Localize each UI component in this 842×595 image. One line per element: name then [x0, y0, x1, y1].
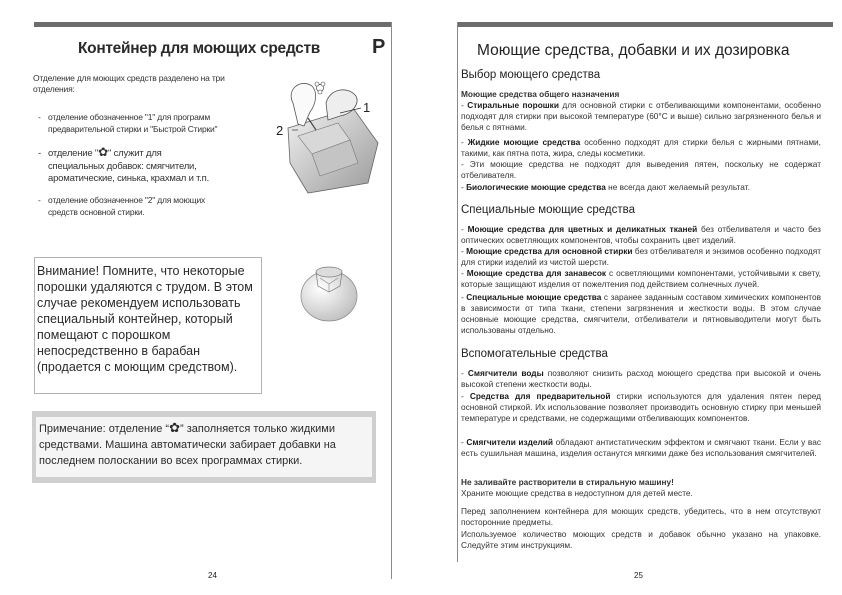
subheading-general: Моющие средства общего назначения: [461, 89, 620, 99]
paragraph-bio: - Биологические моющие средства не всегда дают желаемый результат.: [461, 182, 750, 192]
top-rule: [457, 22, 833, 27]
page-border: [391, 22, 392, 579]
warning-text: Внимание! Помните, что некоторые порошки удаляются с трудом. В этом случае рекомендуем использовать специальный контейнер, который помещают с порошком непосредственно в барабан (продается с моющим средством).: [37, 264, 253, 374]
section-heading-choice: Выбор моющего средства: [461, 69, 601, 81]
paragraph-curtains: - Моющие средства для занавесок с осветляющими компонентами, устойчивыми к свету, которые защищают изделия от пожелтения под действием солнечных лучей.: [461, 268, 821, 289]
intro-text: Отделение для моющих средств разделено на три отделения:: [33, 73, 225, 94]
flower-icon: ✿: [169, 420, 180, 435]
paragraph-no-bleach: - Эти моющие средства не подходят для выведения пятен, поскольку не содержат отбеливателя.: [461, 159, 821, 180]
powder-ball-illustration: [298, 256, 360, 322]
section-heading-special: Специальные моющие средства: [461, 204, 636, 216]
page-number: 25: [634, 571, 643, 580]
warning-children: Храните моющие средства в недоступном для детей месте.: [461, 488, 693, 498]
paragraph-before-filling: Перед заполнением контейнера для моющих средств, убедитесь, что в нем отсутствуют посторонние предметы.: [461, 506, 821, 527]
top-rule: [34, 22, 391, 27]
paragraph-dosage: Используемое количество моющих средств и добавок обычно указано на упаковке. Следуйте этим инструкциям.: [461, 529, 821, 550]
note-text: Примечание: отделение “✿” заполняется только жидкими средствами. Машина автоматически забирает добавки на последнем полоскании во всех программах стирки.: [39, 420, 336, 467]
paragraph-special: - Специальные моющие средства с заранее заданным составом химических компонентов в зависимости от типа ткани, степени загрязнения и жесткости воды. В этом случае основные моющие средства, смягчители, отбеливатели и пятновыводители могут быть использованы отдельно.: [461, 292, 821, 335]
section-letter: P: [372, 36, 386, 58]
paragraph-water-softeners: - Смягчители воды позволяют снизить расход моющего средства при высокой и очень высокой степени жесткости воды.: [461, 368, 821, 389]
paragraph-liquid: - Жидкие моющие средства особенно подходят для стирки белья с жирными пятнами, такими, как пятна пота, жира, следы косметики.: [461, 137, 821, 158]
label-1: 1: [363, 100, 371, 115]
paragraph-main-wash: - Моющие средства для основной стирки без отбеливателя и энзимов особенно подходят для стирки изделий из чистой шерсти.: [461, 246, 821, 267]
paragraph-fabric-softeners: - Смягчители изделий обладают антистатическим эффектом и смягчают ткани. Если у вас есть сушильная машина, изделия останутся мягкими даже без использования смягчителей.: [461, 437, 821, 458]
bullet-compartment-2: - отделение обозначенное "2" для моющих средств основной стирки.: [38, 195, 206, 217]
page-number: 24: [208, 571, 217, 580]
flower-icon: ✿: [98, 145, 108, 159]
page-border: [457, 22, 458, 562]
paragraph-colored: - Моющие средства для цветных и деликатных тканей без отбеливателя и часто без оптических осветляющих компонентов, чтобы сохранить цвет изделий.: [461, 224, 821, 245]
detergent-drawer-illustration: [268, 68, 383, 198]
paragraph-powders: - Стиральные порошки для основной стирки с отбеливающими компонентами, особенно подходят для стирки при высокой температуре (60°С и выше) сильно загрязненного белья и белья с пятнами.: [461, 100, 821, 132]
label-2: 2: [276, 123, 284, 138]
bullet-dash: -: [38, 112, 41, 122]
paragraph-prewash: - Средства для предварительной стирки используются для удаления пятен перед основной стиркой. Их использование позволяет производить основную стирку при меньшей температуре и средствами, не содержащими отбеливающих компонентов.: [461, 391, 822, 423]
bullet-dash: -: [38, 148, 41, 159]
page-title: Контейнер для моющих средств: [78, 40, 321, 57]
page-title: Моющие средства, добавки и их дозировка: [477, 42, 790, 59]
bullet-dash: -: [38, 195, 41, 205]
bullet-compartment-flower: - отделение "✿" служит для специальных добавок: смягчители, ароматические, синька, крахмал и т.п.: [38, 145, 210, 184]
bullet-compartment-1: - отделение обозначенное "1" для программ предварительной стирки и "Быстрой Стирки": [38, 112, 218, 134]
warning-solvents: Не заливайте растворители в стиральную машину!: [461, 477, 674, 487]
section-heading-auxiliary: Вспомогательные средства: [461, 348, 608, 360]
